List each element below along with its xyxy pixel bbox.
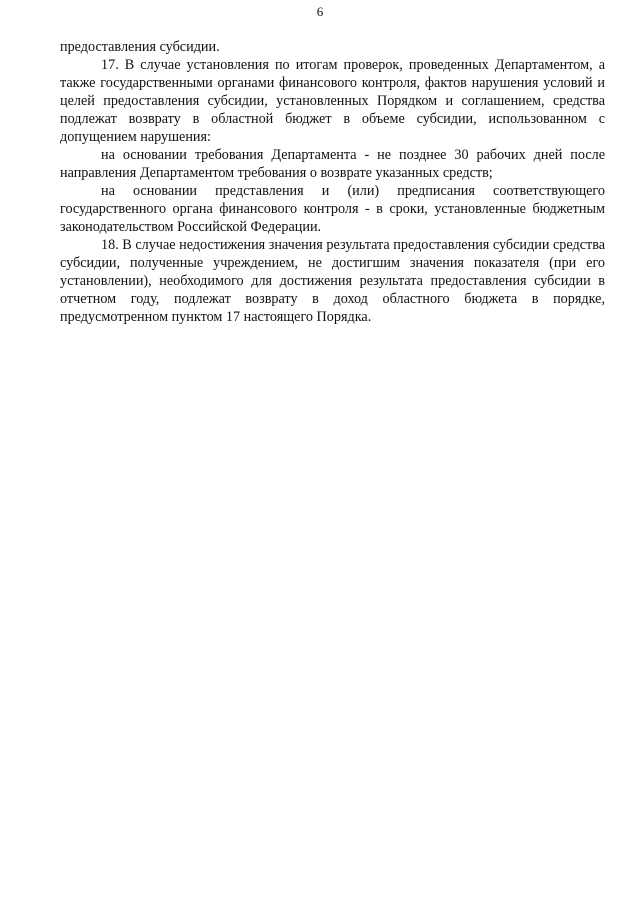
document-body (60, 38, 605, 326)
paragraph-continuation: предоставления субсидии. (60, 39, 220, 55)
paragraph-department-demand: на основании требования Департамента - не позднее 30 рабочих дней после направления Департаментом требования о возврате указанных средств; (60, 147, 605, 181)
page-number: 6 (316, 4, 324, 19)
paragraph-item-18: 18. В случае недостижения значения результата предоставления субсидии средства субсидии, полученные учреждением, не достигшим значения показателя (при его установлении), необходимого для достижения результата предоставления субсидии в отчетном году, подлежат возврату в доход областного бюджета в порядке, предусмотренном пунктом 17 настоящего Порядка. (60, 237, 605, 325)
paragraph-item-17: 17. В случае установления по итогам проверок, проведенных Департаментом, а также государственными органами финансового контроля, фактов нарушения условий и целей предоставления субсидии, установленных Порядком и соглашением, средства подлежат возврату в областной бюджет в объеме субсидии, использованном с допущением нарушения: (60, 57, 605, 145)
paragraph-control-order: на основании представления и (или) предписания соответствующего государственного органа финансового контроля - в сроки, установленные бюджетным законодательством Российской Федерации. (60, 183, 605, 235)
